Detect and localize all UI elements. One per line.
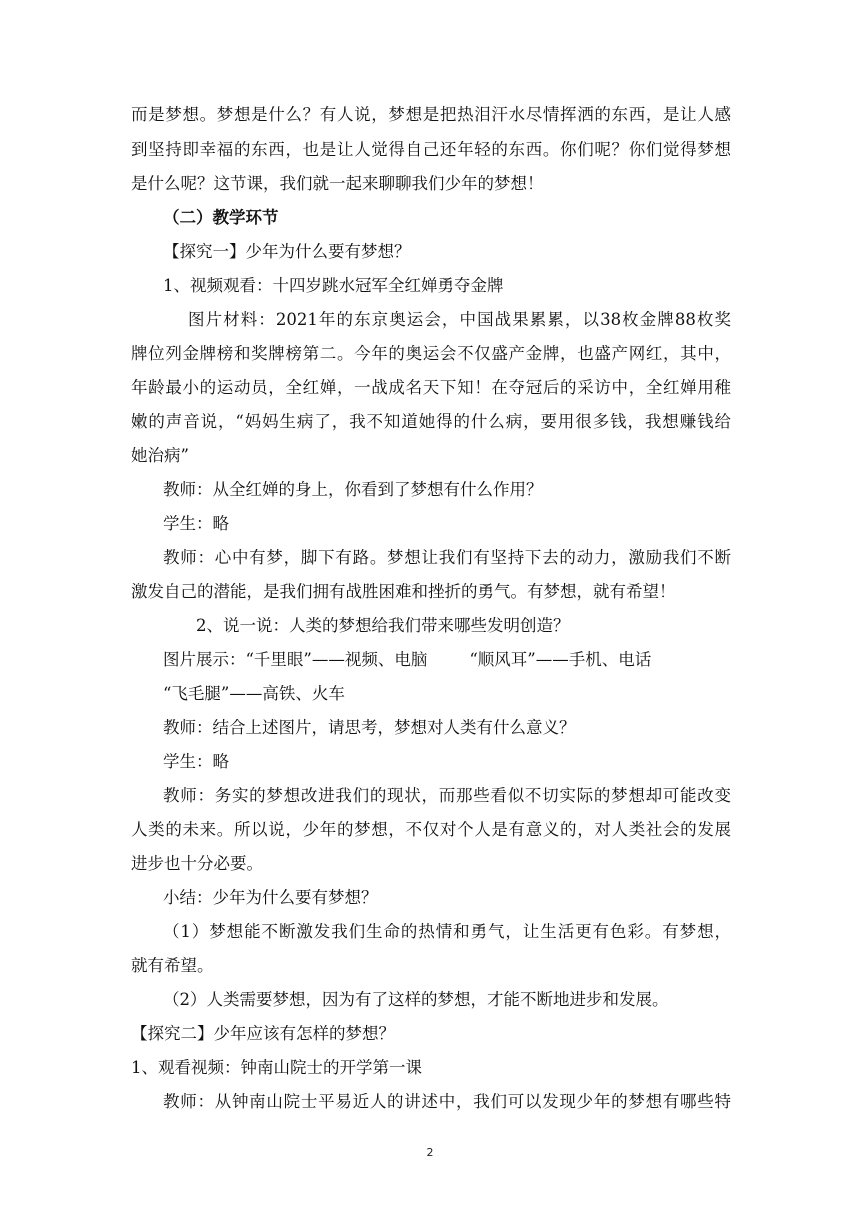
page-number: 2: [426, 1146, 434, 1159]
text-line: “飞毛腿”——高铁、火车: [163, 684, 345, 703]
text-line: 进步也十分必要。: [131, 854, 263, 873]
text-line: 教师：从全红婵的身上，你看到了梦想有什么作用？: [163, 480, 543, 499]
text-line: 图片材料：2021年的东京奥运会，中国战果累累，以38枚金牌88枚奖: [188, 310, 731, 329]
text-line: 学生：略: [163, 752, 229, 771]
text-line: 2、说一说：人类的梦想给我们带来哪些发明创造？: [196, 616, 570, 635]
text-line: 到坚持即幸福的东西，也是让人觉得自己还年轻的东西。你们呢？你们觉得梦想: [131, 140, 731, 159]
text-line: 人类的未来。所以说，少年的梦想，不仅对个人是有意义的，对人类社会的发展: [131, 820, 731, 839]
text-line: 图片展示：“千里眼”——视频、电脑 “顺风耳”——手机、电话: [163, 650, 652, 669]
text-line: 她治病”: [131, 446, 189, 465]
text-line: 而是梦想。梦想是什么？有人说，梦想是把热泪汗水尽情挥洒的东西，是让人感: [131, 105, 731, 124]
text-line: 小结：少年为什么要有梦想？: [163, 888, 378, 907]
text-line: 1、视频观看：十四岁跳水冠军全红婵勇夺金牌: [163, 276, 504, 295]
inquiry-heading: 【探究一】少年为什么要有梦想？: [163, 242, 411, 261]
text-line: （2）人类需要梦想，因为有了这样的梦想，才能不断地进步和发展。: [163, 990, 669, 1009]
section-heading: （二）教学环节: [163, 208, 279, 227]
inquiry-heading: 【探究二】少年应该有怎样的梦想？: [131, 1024, 395, 1043]
text-line: 教师：心中有梦，脚下有路。梦想让我们有坚持下去的动力，激励我们不断: [163, 548, 731, 567]
text-line: 是什么呢？这节课，我们就一起来聊聊我们少年的梦想！: [131, 174, 544, 193]
text-line: 教师：务实的梦想改进我们的现状，而那些看似不切实际的梦想却可能改变: [163, 786, 731, 805]
text-line: 1、观看视频：钟南山院士的开学第一课: [131, 1058, 422, 1077]
text-line: 激发自己的潜能，是我们拥有战胜困难和挫折的勇气。有梦想，就有希望！: [131, 582, 676, 601]
text-line: 教师：结合上述图片，请思考，梦想对人类有什么意义？: [163, 718, 576, 737]
text-line: 就有希望。: [131, 956, 214, 975]
text-line: 学生：略: [163, 514, 229, 533]
text-line: 年龄最小的运动员，全红婵，一战成名天下知！在夺冠后的采访中，全红婵用稚: [131, 378, 731, 397]
text-line: （1）梦想能不断激发我们生命的热情和勇气，让生活更有色彩。有梦想，: [163, 922, 731, 941]
text-line: 嫩的声音说，“妈妈生病了，我不知道她得的什么病，要用很多钱，我想赚钱给: [131, 412, 731, 431]
text-line: 教师：从钟南山院士平易近人的讲述中，我们可以发现少年的梦想有哪些特: [163, 1092, 731, 1111]
text-line: 牌位列金牌榜和奖牌榜第二。今年的奥运会不仅盛产金牌，也盛产网红，其中，: [131, 344, 731, 363]
